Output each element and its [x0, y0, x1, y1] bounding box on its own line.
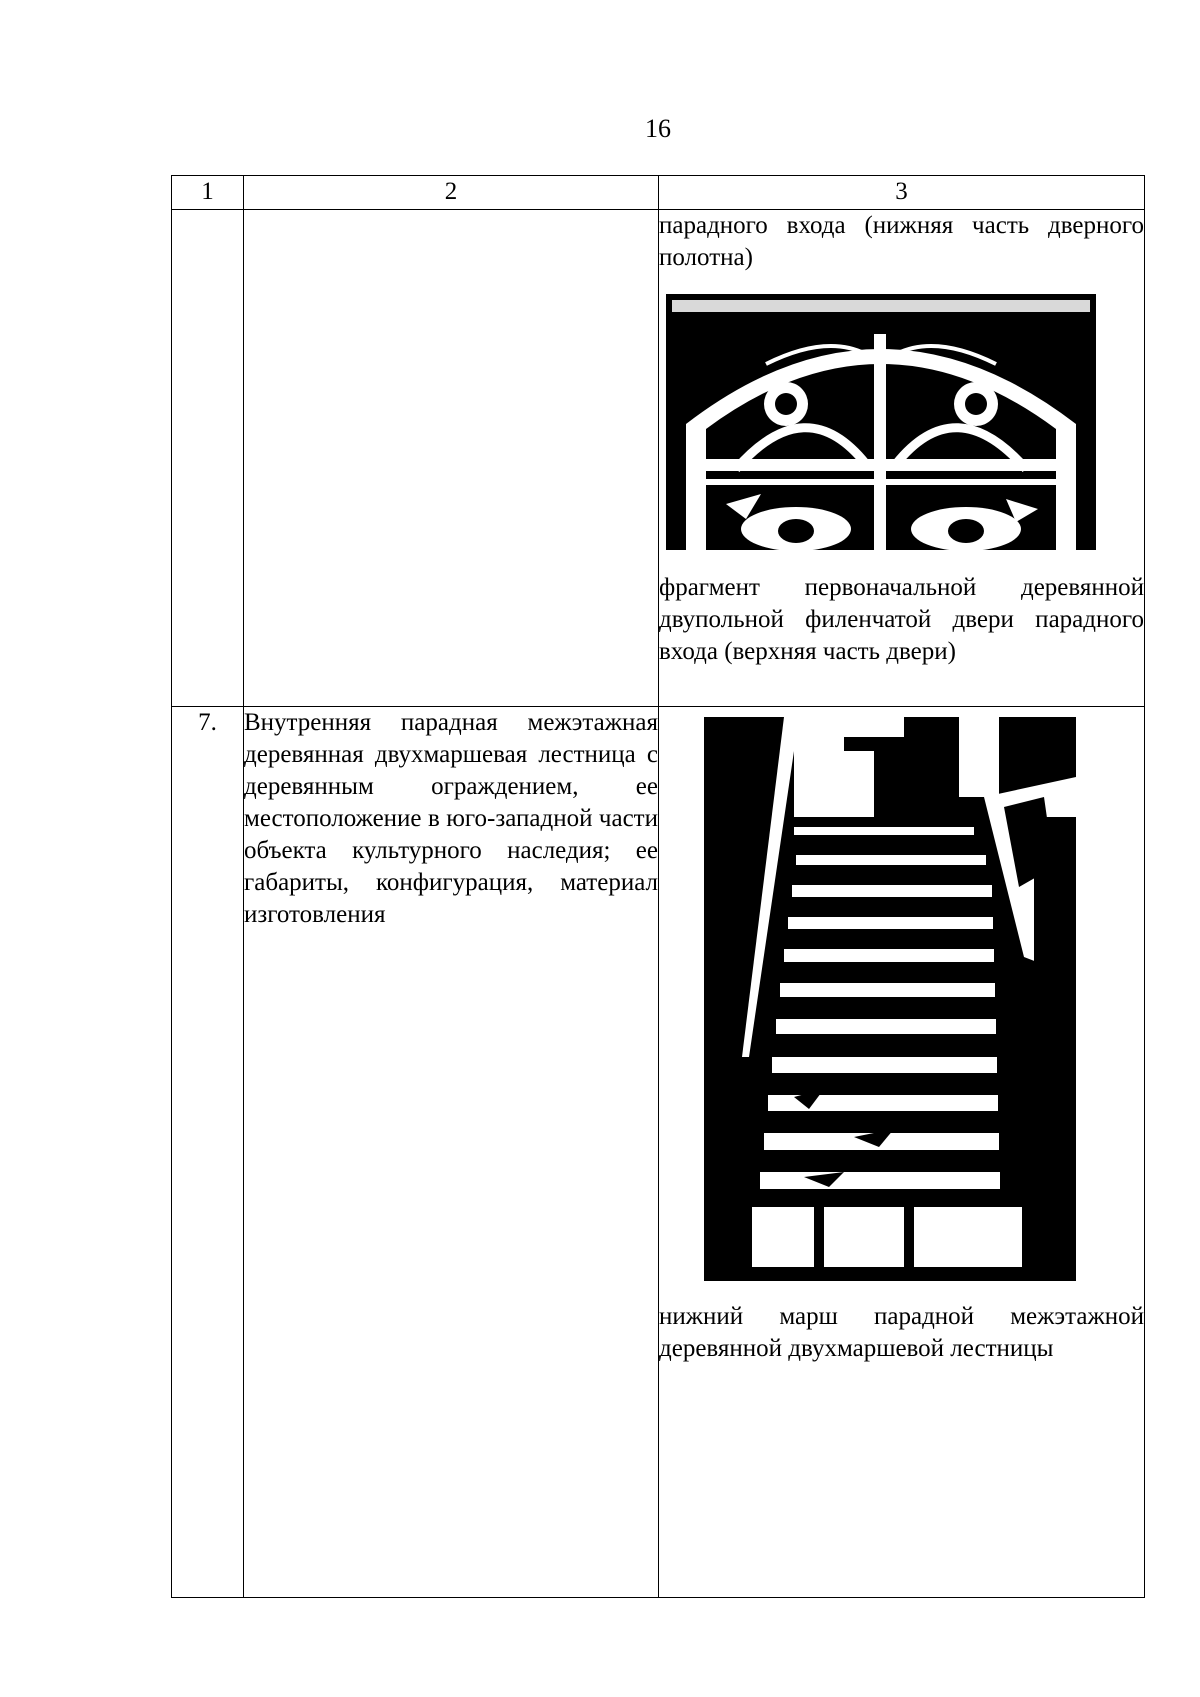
- table-row: [172, 210, 1145, 707]
- row-description: [244, 210, 659, 707]
- photo-caption-top: парадного входа (нижняя часть дверного полотна): [659, 212, 1144, 271]
- row-number: 7.: [172, 707, 244, 1598]
- document-table: [171, 175, 1145, 1598]
- header-cell-1: 1: [172, 176, 244, 210]
- stair-photo-image: [704, 717, 1076, 1281]
- row-media-cell: [659, 707, 1145, 1598]
- row-media-cell: [659, 210, 1145, 707]
- door-photo-image: [666, 294, 1096, 550]
- table-row: [172, 707, 1145, 1598]
- header-cell-3: 3: [659, 176, 1145, 210]
- door-photo: [659, 294, 1144, 550]
- stair-photo: [659, 707, 1144, 1281]
- photo-caption-bottom: фрагмент первоначальной деревянной двупольной филенчатой двери парадного входа (верхняя часть двери): [659, 574, 1144, 665]
- row-description: Внутренняя парадная межэтажная деревянная двухмаршевая лестница с деревянным ограждением, ее местоположение в юго-западной части объекта культурного наследия; ее габариты, конфигурация, материал изготовления: [244, 707, 659, 1598]
- photo-caption-bottom: нижний марш парадной межэтажной деревянной двухмаршевой лестницы: [659, 1303, 1144, 1362]
- row-number: [172, 210, 244, 707]
- page-number: 16: [645, 114, 671, 143]
- table-header-row: [172, 176, 1145, 210]
- header-cell-2: 2: [244, 176, 659, 210]
